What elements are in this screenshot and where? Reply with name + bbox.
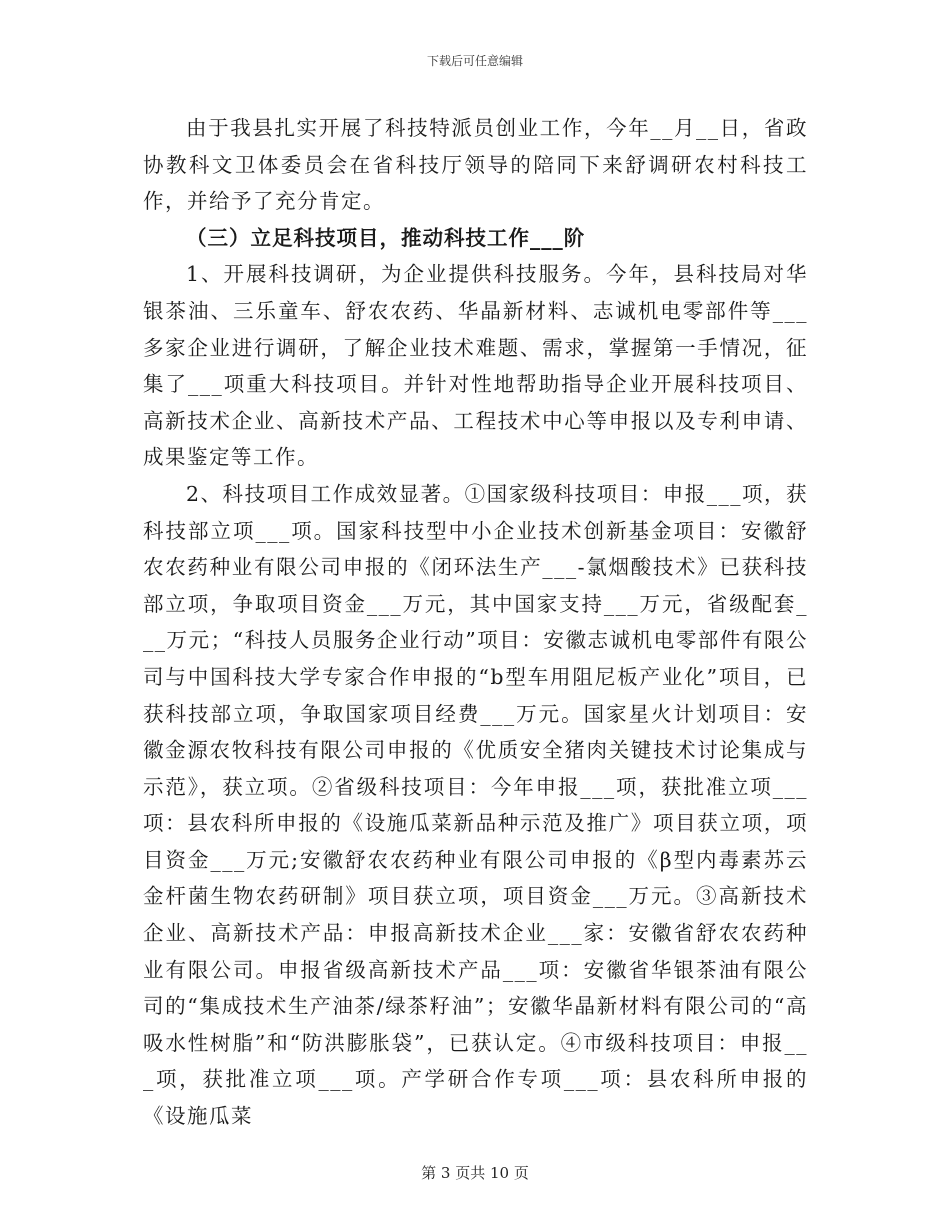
document-body	[143, 110, 808, 1135]
page-header: 下载后可任意编辑	[426, 54, 523, 68]
section-heading: （三）立足科技项目，推动科技工作___阶	[186, 225, 586, 250]
paragraph-tech-projects: 2、科技项目工作成效显著。①国家级科技项目：申报___项，获科技部立项___项。国家科技型中小企业技术创新基金项目：安徽舒农农药种业有限公司申报的《闭环法生产___-氯烟酸技术》已获科技部立项，争取项目资金___万元，其中国家支持___万元，省级配套___万元；“科技人员服务企业行动”项目：安徽志诚机电零部件有限公司与中国科技大学专家合作申报的“b型车用阻尼板产业化”项目，已获科技部立项，争取国家项目经费___万元。国家星火计划项目：安徽金源农牧科技有限公司申报的《优质安全猪肉关键技术讨论集成与示范》，获立项。②省级科技项目：今年申报___项，获批准立项___项：县农科所申报的《设施瓜菜新品种示范及推广》项目获立项，项目资金___万元;安徽舒农农药种业有限公司申报的《β型内毒素苏云金杆菌生物农药研制》项目获立项，项目资金___万元。③高新技术企业、高新技术产品：申报高新技术企业___家：安徽省舒农农药种业有限公司。申报省级高新技术产品___项：安徽省华银茶油有限公司的“集成技术生产油茶/绿茶籽油”；安徽华晶新材料有限公司的“高吸水性树脂”和“防洪膨胀袋”，已获认定。④市级科技项目：申报___项，获批准立项___项。产学研合作专项___项：县农科所申报的《设施瓜菜	[143, 481, 808, 1129]
paragraph-tech-research: 1、开展科技调研，为企业提供科技服务。今年，县科技局对华银茶油、三乐童车、舒农农药、华晶新材料、志诚机电零部件等___多家企业进行调研，了解企业技术难题、需求，掌握第一手情况，征集了___项重大科技项目。并针对性地帮助指导企业开展科技项目、高新技术企业、高新技术产品、工程技术中心等申报以及专利申请、成果鉴定等工作。	[143, 262, 808, 470]
page-footer: 第 3 页共 10 页	[421, 1164, 529, 1182]
paragraph-research-visit: 由于我县扎实开展了科技特派员创业工作，今年__月__日，省政协教科文卫体委员会在省科技厅领导的陪同下来舒调研农村科技工作，并给予了充分肯定。	[143, 116, 808, 214]
